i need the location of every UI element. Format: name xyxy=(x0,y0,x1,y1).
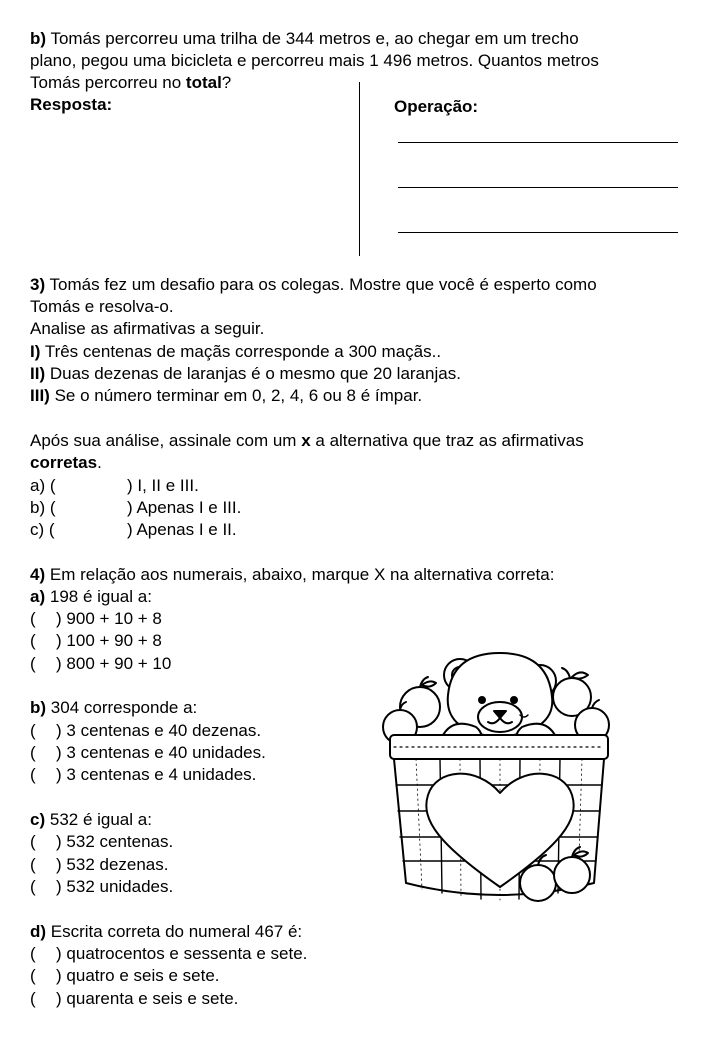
bear-basket-illustration xyxy=(380,645,620,910)
part-b-line3-pre: Tomás percorreu no xyxy=(30,73,186,92)
part-b-line1 xyxy=(30,28,579,50)
q3-statement-label: III) xyxy=(30,386,50,405)
checkbox-open: ( xyxy=(30,832,36,851)
checkbox-close: ) xyxy=(56,609,62,628)
q3-option-close: ) Apenas I e III. xyxy=(127,498,242,517)
q4d-option-1[interactable] xyxy=(30,943,307,965)
part-b-line3-post: ? xyxy=(221,73,232,92)
q3-option-close: ) I, II e III. xyxy=(127,476,199,495)
checkbox-close: ) xyxy=(56,877,62,896)
q4c-option-1[interactable] xyxy=(30,831,173,853)
part-b-line2: plano, pegou uma bicicleta e percorreu mais 1 496 metros. Quantos metros xyxy=(30,51,599,70)
option-text: 100 + 90 + 8 xyxy=(66,631,162,650)
q4c-option-2[interactable] xyxy=(30,854,169,876)
q4a-prompt xyxy=(30,586,152,608)
checkbox-close: ) xyxy=(56,944,62,963)
q4a-option-2[interactable] xyxy=(30,630,162,652)
option-text: quatrocentos e sessenta e sete. xyxy=(66,944,308,963)
q4d-option-3[interactable] xyxy=(30,988,238,1010)
q4-intro-line xyxy=(30,564,554,586)
option-text: 532 unidades. xyxy=(66,877,174,896)
option-text: 900 + 10 + 8 xyxy=(66,609,162,628)
q3-instr1-pre: Após sua análise, assinale com um xyxy=(30,431,302,450)
checkbox-close: ) xyxy=(56,989,62,1008)
q4a-option-3[interactable] xyxy=(30,653,171,675)
resposta-label: Resposta: xyxy=(30,95,113,114)
option-text: 3 centenas e 4 unidades. xyxy=(66,765,257,784)
teddy-bear-icon xyxy=(442,653,556,747)
q3-option-open: b) ( xyxy=(30,498,56,517)
checkbox-close: ) xyxy=(56,765,62,784)
q3-option-a[interactable] xyxy=(30,475,199,497)
part-b-text1: Tomás percorreu uma trilha de 344 metros e, ao chegar em um trecho xyxy=(50,29,579,48)
q3-option-c[interactable] xyxy=(30,519,237,541)
checkbox-open: ( xyxy=(30,989,36,1008)
q4b-option-1[interactable] xyxy=(30,720,261,742)
q4d-prompt-text: Escrita correta do numeral 467 é: xyxy=(50,922,303,941)
checkbox-open: ( xyxy=(30,743,36,762)
option-text: 800 + 90 + 10 xyxy=(66,654,172,673)
q3-intro1: Tomás fez um desafio para os colegas. Mostre que você é esperto como xyxy=(49,275,597,294)
checkbox-open: ( xyxy=(30,877,36,896)
checkbox-close: ) xyxy=(56,721,62,740)
checkbox-open: ( xyxy=(30,654,36,673)
q4c-prompt-text: 532 é igual a: xyxy=(49,810,152,829)
q4b-prompt xyxy=(30,697,197,719)
q3-label: 3) xyxy=(30,275,46,294)
q3-option-b[interactable] xyxy=(30,497,241,519)
checkbox-open: ( xyxy=(30,609,36,628)
q4a-label: a) xyxy=(30,587,46,606)
q4c-label: c) xyxy=(30,810,46,829)
part-b-label: b) xyxy=(30,29,47,48)
operacao-label: Operação: xyxy=(394,97,479,116)
q3-instr1-post: a alternativa que traz as afirmativas xyxy=(310,431,584,450)
q3-option-open: a) ( xyxy=(30,476,56,495)
checkbox-open: ( xyxy=(30,765,36,784)
answer-line-2 xyxy=(398,187,678,188)
q3-instr1-x: x xyxy=(301,431,311,450)
checkbox-open: ( xyxy=(30,966,36,985)
option-text: quarenta e seis e sete. xyxy=(66,989,239,1008)
checkbox-open: ( xyxy=(30,721,36,740)
q4c-prompt xyxy=(30,809,152,831)
q3-instr2-bold: corretas xyxy=(30,453,98,472)
option-text: 532 centenas. xyxy=(66,832,174,851)
answer-line-3 xyxy=(398,232,678,233)
option-text: quatro e seis e sete. xyxy=(66,966,220,985)
checkbox-open: ( xyxy=(30,631,36,650)
option-text: 3 centenas e 40 unidades. xyxy=(66,743,266,762)
q3-statement-text: Duas dezenas de laranjas é o mesmo que 20 laranjas. xyxy=(49,364,461,383)
divider-vertical xyxy=(359,82,360,256)
checkbox-close: ) xyxy=(56,654,62,673)
q3-instr2-post: . xyxy=(97,453,102,472)
checkbox-close: ) xyxy=(56,743,62,762)
q4b-prompt-text: 304 corresponde a: xyxy=(50,698,198,717)
q3-instruction-line1 xyxy=(30,430,584,452)
option-text: 532 dezenas. xyxy=(66,855,169,874)
q4-label: 4) xyxy=(30,565,46,584)
checkbox-open: ( xyxy=(30,855,36,874)
q4d-prompt xyxy=(30,921,302,943)
q3-option-close: ) Apenas I e II. xyxy=(127,520,237,539)
q4b-label: b) xyxy=(30,698,47,717)
q4d-option-2[interactable] xyxy=(30,965,220,987)
q3-option-open: c) ( xyxy=(30,520,55,539)
q4d-label: d) xyxy=(30,922,47,941)
q4b-option-3[interactable] xyxy=(30,764,256,786)
checkbox-close: ) xyxy=(56,631,62,650)
q3-statement-3 xyxy=(30,385,422,407)
checkbox-close: ) xyxy=(56,855,62,874)
checkbox-close: ) xyxy=(56,832,62,851)
q3-instruction-line2 xyxy=(30,452,102,474)
q3-statement-text: Três centenas de maçãs corresponde a 300 maçãs.. xyxy=(44,342,442,361)
checkbox-open: ( xyxy=(30,944,36,963)
option-text: 3 centenas e 40 dezenas. xyxy=(66,721,262,740)
q3-statement-label: II) xyxy=(30,364,46,383)
q3-statement-1 xyxy=(30,341,441,363)
q4a-prompt-text: 198 é igual a: xyxy=(49,587,152,606)
q3-statement-text: Se o número terminar em 0, 2, 4, 6 ou 8 é ímpar. xyxy=(54,386,423,405)
q4a-option-1[interactable] xyxy=(30,608,162,630)
q3-intro2: Tomás e resolva-o. xyxy=(30,297,174,316)
checkbox-close: ) xyxy=(56,966,62,985)
q4-intro: Em relação aos numerais, abaixo, marque X na alternativa correta: xyxy=(49,565,555,584)
part-b-line3-bold: total xyxy=(185,73,222,92)
q3-statement-2 xyxy=(30,363,461,385)
answer-line-1 xyxy=(398,142,678,143)
q4c-option-3[interactable] xyxy=(30,876,173,898)
part-b-line3 xyxy=(30,72,231,94)
q3-intro3: Analise as afirmativas a seguir. xyxy=(30,319,265,338)
q3-statement-label: I) xyxy=(30,342,41,361)
q4b-option-2[interactable] xyxy=(30,742,266,764)
q3-line1 xyxy=(30,274,597,296)
